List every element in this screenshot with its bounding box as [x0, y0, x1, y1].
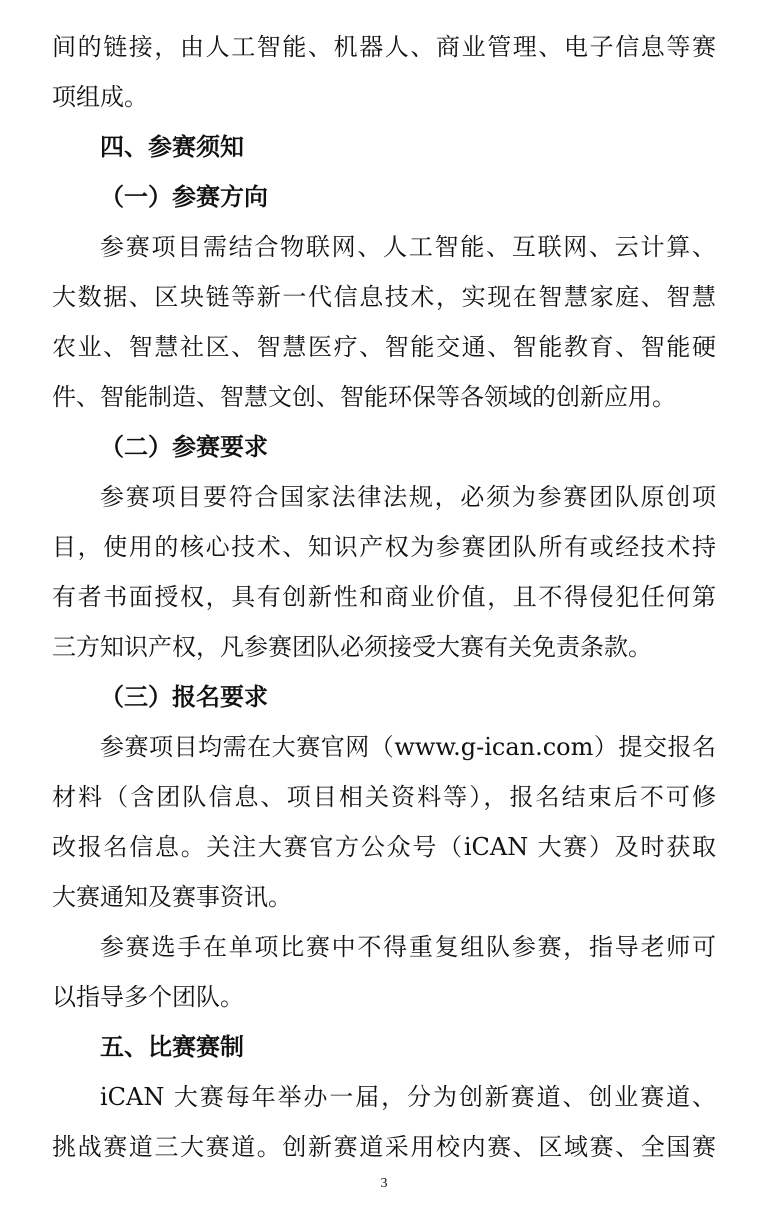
body-text-line: 农业、智慧社区、智慧医疗、智能交通、智能教育、智能硬 [52, 333, 716, 361]
body-text-line: iCAN 大赛每年举办一届，分为创新赛道、创业赛道、 [100, 1083, 716, 1111]
body-text-line: 有者书面授权，具有创新性和商业价值，且不得侵犯任何第 [52, 583, 716, 611]
body-text-line: 大数据、区块链等新一代信息技术，实现在智慧家庭、智慧 [52, 283, 716, 311]
body-text-line: 参赛项目要符合国家法律法规，必须为参赛团队原创项 [100, 483, 716, 511]
subsection-heading: （二）参赛要求 [100, 433, 268, 461]
section-heading: 五、比赛赛制 [100, 1033, 244, 1061]
page-number: 3 [380, 1176, 388, 1191]
section-heading: 四、参赛须知 [100, 133, 244, 161]
document-page [52, 22, 716, 1172]
body-text-line: 改报名信息。关注大赛官方公众号（iCAN 大赛）及时获取 [52, 833, 716, 861]
body-text-line: 大赛通知及赛事资讯。 [52, 883, 292, 911]
body-text-line: 挑战赛道三大赛道。创新赛道采用校内赛、区域赛、全国赛 [52, 1133, 716, 1161]
body-text-line: 三方知识产权，凡参赛团队必须接受大赛有关免责条款。 [52, 633, 652, 661]
body-text-line: 项组成。 [52, 83, 148, 111]
body-text-line: 参赛项目均需在大赛官网（www.g-ican.com）提交报名 [100, 733, 716, 761]
subsection-heading: （一）参赛方向 [100, 183, 268, 211]
body-text-line: 材料（含团队信息、项目相关资料等），报名结束后不可修 [52, 783, 716, 811]
body-text-line: 间的链接，由人工智能、机器人、商业管理、电子信息等赛 [52, 33, 716, 61]
body-text-line: 参赛项目需结合物联网、人工智能、互联网、云计算、 [100, 233, 716, 261]
body-text-line: 目，使用的核心技术、知识产权为参赛团队所有或经技术持 [52, 533, 716, 561]
body-text-line: 件、智能制造、智慧文创、智能环保等各领域的创新应用。 [52, 383, 676, 411]
body-text-line: 以指导多个团队。 [52, 983, 244, 1011]
subsection-heading: （三）报名要求 [100, 683, 268, 711]
body-text-line: 参赛选手在单项比赛中不得重复组队参赛，指导老师可 [100, 933, 716, 961]
